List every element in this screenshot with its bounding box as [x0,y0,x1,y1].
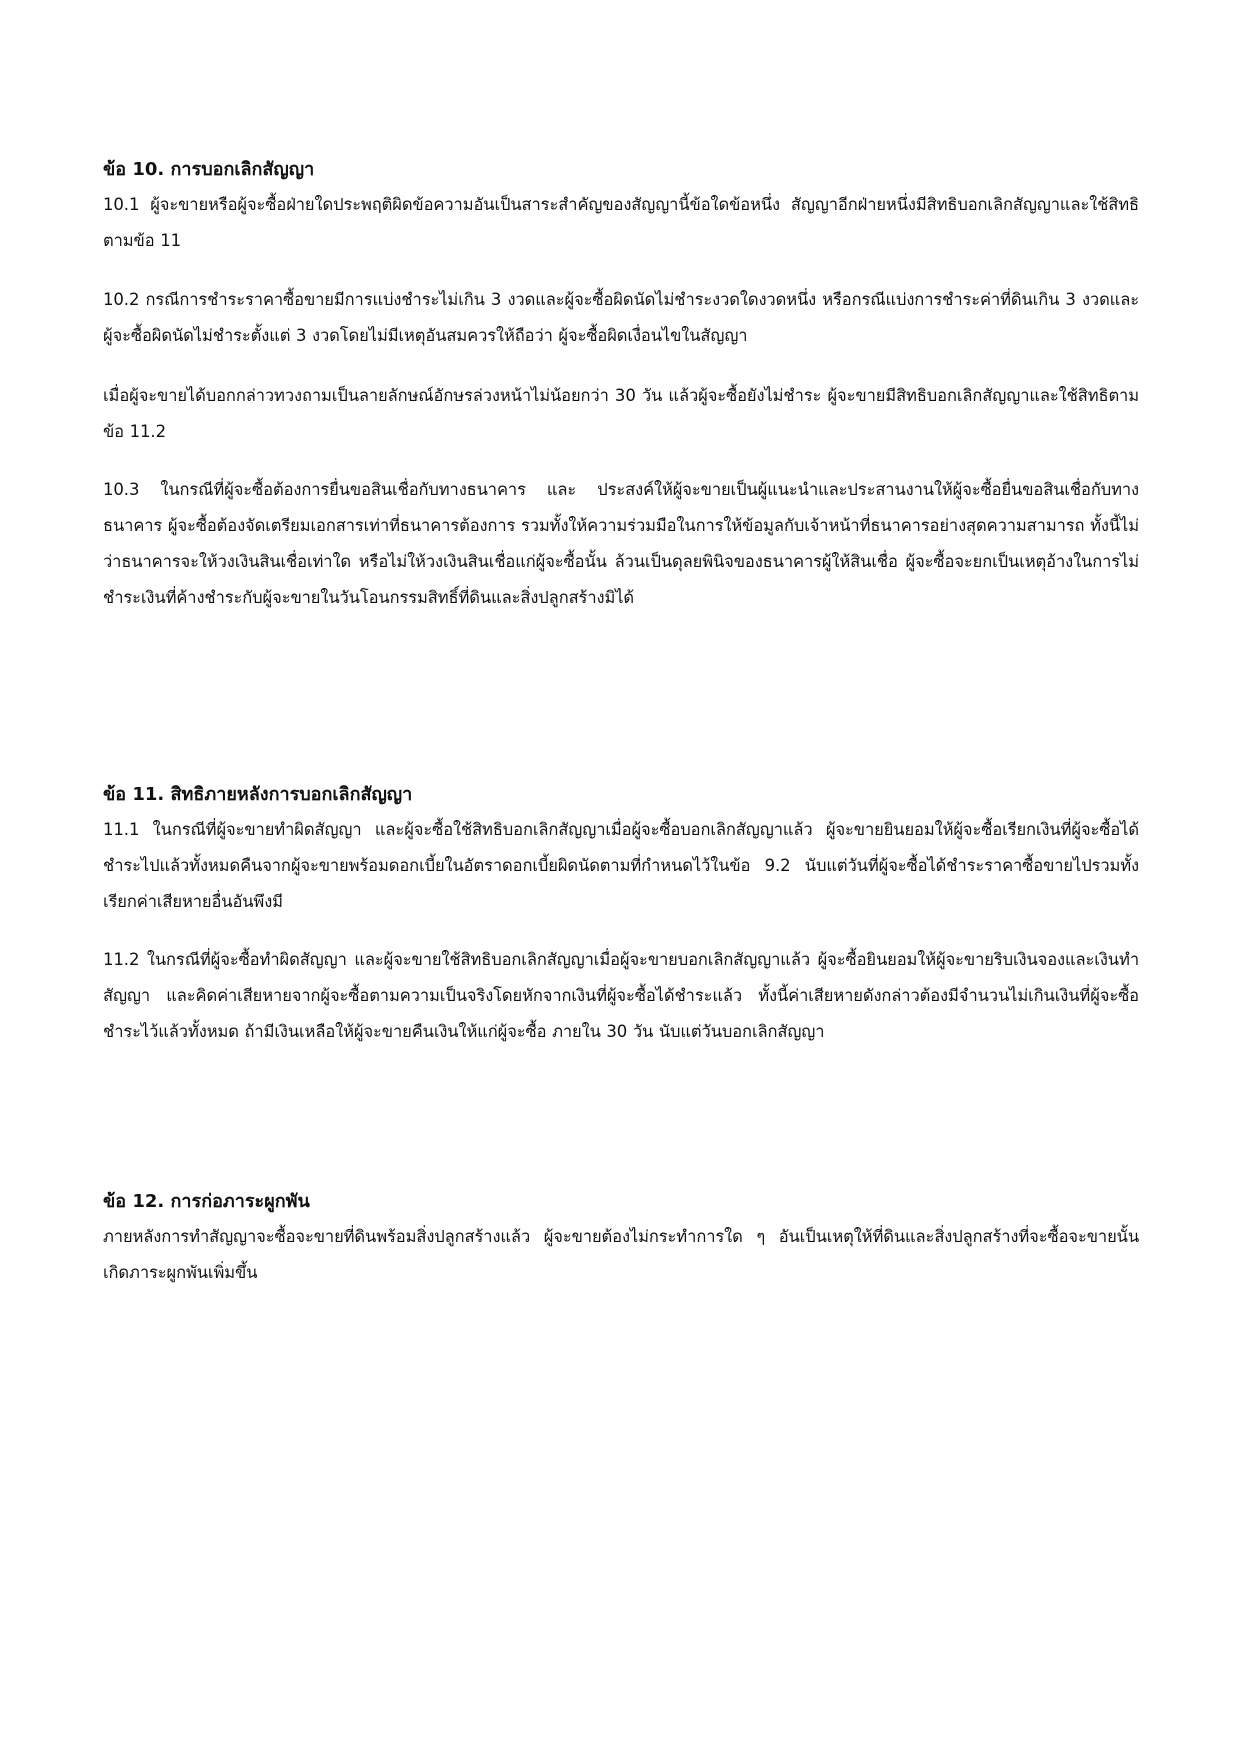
clause-11-1: 11.1 ในกรณีที่ผู้จะขายทำผิดสัญญา และผู้จะซื้อใช้สิทธิบอกเลิกสัญญาเมื่อผู้จะซื้อบอกเลิกสัญญาแล้ว ผู้จะขายยินยอมให้ผู้จะซื้อเรียกเงินที่ผู้จะซื้อได้ชำระไปแล้วทั้งหมดคืนจากผู้จะขายพร้อมดอกเบี้ยในอัตราดอกเบี้ยผิดนัดตามที่กำหนดไว้ในข้อ 9.2 นับแต่วันที่ผู้จะซื้อได้ชำระราคาซื้อขายไปรวมทั้งเรียกค่าเสียหายอื่นอันพึงมี [103,820,1139,911]
section-12-heading: ข้อ 12. การก่อภาระผูกพัน [103,1191,310,1212]
section-11-heading: ข้อ 11. สิทธิภายหลังการบอกเลิกสัญญา [103,784,413,805]
clause-10-2: 10.2 กรณีการชำระราคาซื้อขายมีการแบ่งชำระไม่เกิน 3 งวดและผู้จะซื้อผิดนัดไม่ชำระงวดใดงวดหนึ่ง หรือกรณีแบ่งการชำระค่าที่ดินเกิน 3 งวดและผู้จะซื้อผิดนัดไม่ชำระตั้งแต่ 3 งวดโดยไม่มีเหตุอันสมควรให้ถือว่า ผู้จะซื้อผิดเงื่อนไขในสัญญา [103,290,1139,345]
clause-12-text: ภายหลังการทำสัญญาจะซื้อจะขายที่ดินพร้อมสิ่งปลูกสร้างแล้ว ผู้จะขายต้องไม่กระทำการใด ๆ อันเป็นเหตุให้ที่ดินและสิ่งปลูกสร้างที่จะซื้อจะขายนั้นเกิดภาระผูกพันเพิ่มขึ้น [103,1227,1139,1282]
clause-10-1: 10.1 ผู้จะขายหรือผู้จะซื้อฝ่ายใดประพฤติผิดข้อความอันเป็นสาระสำคัญของสัญญานี้ข้อใดข้อหนึ่ง สัญญาอีกฝ่ายหนึ่งมีสิทธิบอกเลิกสัญญาและใช้สิทธิตามข้อ 11 [103,195,1139,250]
clause-10-3: 10.3 ในกรณีที่ผู้จะซื้อต้องการยื่นขอสินเชื่อกับทางธนาคาร และ ประสงค์ให้ผู้จะขายเป็นผู้แนะนำและประสานงานให้ผู้จะซื้อยื่นขอสินเชื่อกับทางธนาคาร ผู้จะซื้อต้องจัดเตรียมเอกสารเท่าที่ธนาคารต้องการ รวมทั้งให้ความร่วมมือในการให้ข้อมูลกับเจ้าหน้าที่ธนาคารอย่างสุดความสามารถ ทั้งนี้ไม่ว่าธนาคารจะให้วงเงินสินเชื่อเท่าใด หรือไม่ให้วงเงินสินเชื่อแก่ผู้จะซื้อนั้น ล้วนเป็นดุลยพินิจของธนาคารผู้ให้สินเชื่อ ผู้จะซื้อจะยกเป็นเหตุอ้างในการไม่ชำระเงินที่ค้างชำระกับผู้จะขายในวันโอนกรรมสิทธิ์ที่ดินและสิ่งปลูกสร้างมิได้ [103,480,1139,607]
section-10-heading: ข้อ 10. การบอกเลิกสัญญา [103,159,315,180]
clause-10-2-continued: เมื่อผู้จะขายได้บอกกล่าวทวงถามเป็นลายลักษณ์อักษรล่วงหน้าไม่น้อยกว่า 30 วัน แล้วผู้จะซื้อยังไม่ชำระ ผู้จะขายมีสิทธิบอกเลิกสัญญาและใช้สิทธิตามข้อ 11.2 [103,386,1139,441]
clause-11-2: 11.2 ในกรณีที่ผู้จะซื้อทำผิดสัญญา และผู้จะขายใช้สิทธิบอกเลิกสัญญาเมื่อผู้จะขายบอกเลิกสัญญาแล้ว ผู้จะซื้อยินยอมให้ผู้จะขายริบเงินจองและเงินทำสัญญา และคิดค่าเสียหายจากผู้จะซื้อตามความเป็นจริงโดยหักจากเงินที่ผู้จะซื้อได้ชำระแล้ว ทั้งนี้ค่าเสียหายดังกล่าวต้องมีจำนวนไม่เกินเงินที่ผู้จะซื้อชำระไว้แล้วทั้งหมด ถ้ามีเงินเหลือให้ผู้จะขายคืนเงินให้แก่ผู้จะซื้อ ภายใน 30 วัน นับแต่วันบอกเลิกสัญญา [103,950,1139,1041]
